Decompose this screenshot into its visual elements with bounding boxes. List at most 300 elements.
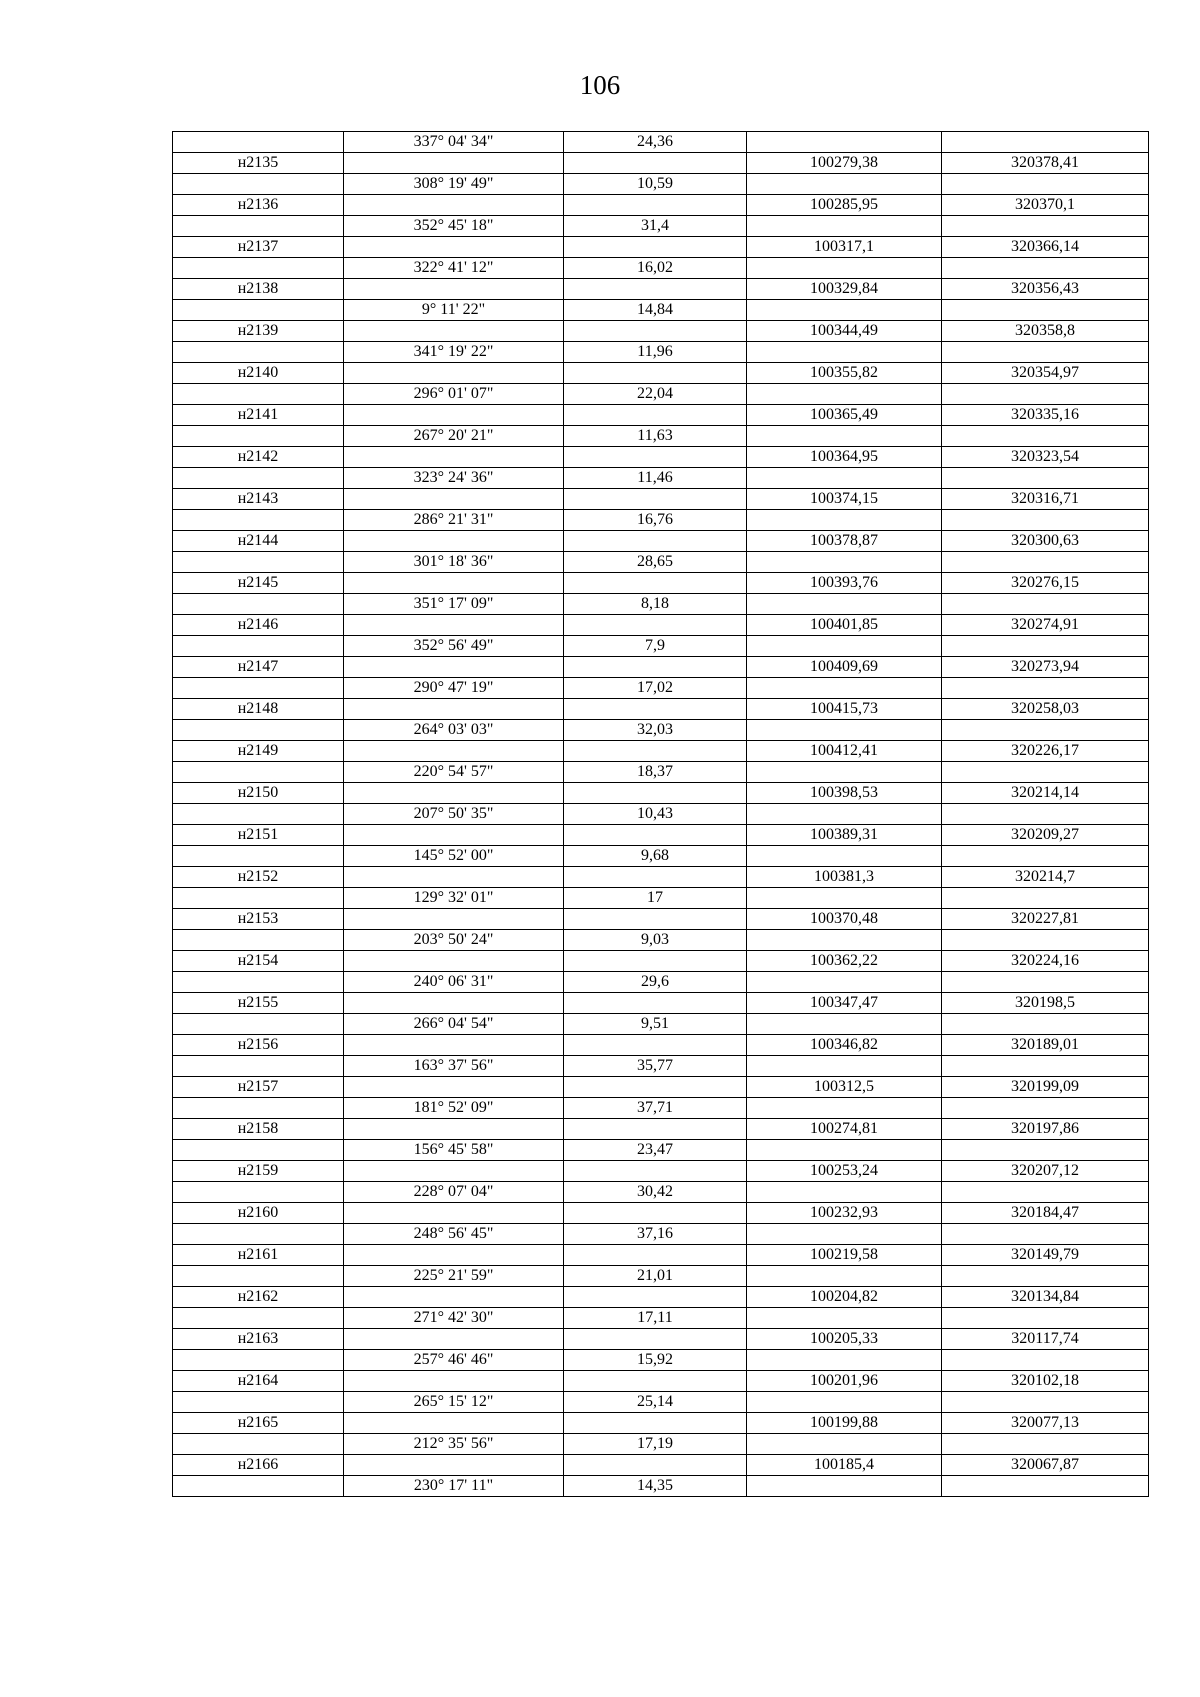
angle-cell: 290° 47' 19"	[344, 678, 564, 699]
distance-cell: 29,6	[564, 972, 747, 993]
y-coordinate-cell	[942, 1014, 1149, 1035]
distance-cell	[564, 1077, 747, 1098]
distance-cell: 30,42	[564, 1182, 747, 1203]
x-coordinate-cell	[747, 468, 942, 489]
y-coordinate-cell: 320198,5	[942, 993, 1149, 1014]
distance-cell: 14,35	[564, 1476, 747, 1497]
angle-cell: 145° 52' 00"	[344, 846, 564, 867]
angle-cell: 308° 19' 49"	[344, 174, 564, 195]
table-row	[173, 1476, 1149, 1497]
table-row	[173, 468, 1149, 489]
point-cell	[173, 888, 344, 909]
y-coordinate-cell: 320067,87	[942, 1455, 1149, 1476]
distance-cell	[564, 1413, 747, 1434]
point-cell: н2137	[173, 237, 344, 258]
angle-cell	[344, 1413, 564, 1434]
point-cell: н2146	[173, 615, 344, 636]
distance-cell: 17,11	[564, 1308, 747, 1329]
table-row	[173, 993, 1149, 1014]
x-coordinate-cell: 100205,33	[747, 1329, 942, 1350]
distance-cell	[564, 573, 747, 594]
y-coordinate-cell: 320117,74	[942, 1329, 1149, 1350]
distance-cell: 32,03	[564, 720, 747, 741]
y-coordinate-cell	[942, 342, 1149, 363]
angle-cell: 228° 07' 04"	[344, 1182, 564, 1203]
y-coordinate-cell	[942, 1476, 1149, 1497]
x-coordinate-cell: 100370,48	[747, 909, 942, 930]
x-coordinate-cell	[747, 636, 942, 657]
y-coordinate-cell	[942, 468, 1149, 489]
point-cell	[173, 1014, 344, 1035]
angle-cell: 248° 56' 45"	[344, 1224, 564, 1245]
x-coordinate-cell	[747, 510, 942, 531]
x-coordinate-cell	[747, 930, 942, 951]
angle-cell: 203° 50' 24"	[344, 930, 564, 951]
point-cell: н2138	[173, 279, 344, 300]
distance-cell: 23,47	[564, 1140, 747, 1161]
distance-cell: 25,14	[564, 1392, 747, 1413]
point-cell	[173, 1182, 344, 1203]
angle-cell	[344, 489, 564, 510]
distance-cell: 8,18	[564, 594, 747, 615]
table-row	[173, 867, 1149, 888]
angle-cell: 286° 21' 31"	[344, 510, 564, 531]
y-coordinate-cell	[942, 846, 1149, 867]
point-cell	[173, 720, 344, 741]
y-coordinate-cell	[942, 720, 1149, 741]
y-coordinate-cell: 320370,1	[942, 195, 1149, 216]
x-coordinate-cell: 100381,3	[747, 867, 942, 888]
angle-cell: 271° 42' 30"	[344, 1308, 564, 1329]
point-cell: н2145	[173, 573, 344, 594]
table-row	[173, 447, 1149, 468]
table-row	[173, 1224, 1149, 1245]
y-coordinate-cell: 320335,16	[942, 405, 1149, 426]
angle-cell: 129° 32' 01"	[344, 888, 564, 909]
table-row	[173, 573, 1149, 594]
x-coordinate-cell: 100201,96	[747, 1371, 942, 1392]
distance-cell: 16,76	[564, 510, 747, 531]
point-cell: н2154	[173, 951, 344, 972]
point-cell	[173, 1224, 344, 1245]
table-row	[173, 636, 1149, 657]
angle-cell	[344, 825, 564, 846]
table-row	[173, 1287, 1149, 1308]
y-coordinate-cell: 320366,14	[942, 237, 1149, 258]
distance-cell	[564, 867, 747, 888]
y-coordinate-cell	[942, 1056, 1149, 1077]
angle-cell: 212° 35' 56"	[344, 1434, 564, 1455]
x-coordinate-cell	[747, 1392, 942, 1413]
x-coordinate-cell	[747, 888, 942, 909]
distance-cell	[564, 825, 747, 846]
angle-cell	[344, 1245, 564, 1266]
distance-cell: 11,96	[564, 342, 747, 363]
x-coordinate-cell: 100347,47	[747, 993, 942, 1014]
angle-cell: 352° 56' 49"	[344, 636, 564, 657]
table-row	[173, 594, 1149, 615]
y-coordinate-cell: 320199,09	[942, 1077, 1149, 1098]
point-cell: н2139	[173, 321, 344, 342]
angle-cell	[344, 573, 564, 594]
table-row	[173, 1329, 1149, 1350]
distance-cell	[564, 1119, 747, 1140]
angle-cell: 225° 21' 59"	[344, 1266, 564, 1287]
distance-cell	[564, 195, 747, 216]
y-coordinate-cell	[942, 1182, 1149, 1203]
angle-cell: 207° 50' 35"	[344, 804, 564, 825]
angle-cell	[344, 279, 564, 300]
table-row	[173, 195, 1149, 216]
point-cell	[173, 1392, 344, 1413]
angle-cell: 352° 45' 18"	[344, 216, 564, 237]
point-cell	[173, 384, 344, 405]
distance-cell: 9,68	[564, 846, 747, 867]
x-coordinate-cell	[747, 804, 942, 825]
table-row	[173, 279, 1149, 300]
table-row	[173, 426, 1149, 447]
angle-cell	[344, 1077, 564, 1098]
distance-cell	[564, 783, 747, 804]
y-coordinate-cell	[942, 1266, 1149, 1287]
point-cell: н2144	[173, 531, 344, 552]
angle-cell	[344, 1455, 564, 1476]
table-row	[173, 1119, 1149, 1140]
angle-cell: 266° 04' 54"	[344, 1014, 564, 1035]
table-row	[173, 720, 1149, 741]
distance-cell	[564, 405, 747, 426]
x-coordinate-cell: 100199,88	[747, 1413, 942, 1434]
table-row	[173, 1371, 1149, 1392]
angle-cell	[344, 363, 564, 384]
table-row	[173, 951, 1149, 972]
table-row	[173, 930, 1149, 951]
x-coordinate-cell: 100415,73	[747, 699, 942, 720]
x-coordinate-cell: 100253,24	[747, 1161, 942, 1182]
point-cell: н2148	[173, 699, 344, 720]
angle-cell: 163° 37' 56"	[344, 1056, 564, 1077]
table-row	[173, 1455, 1149, 1476]
angle-cell	[344, 1203, 564, 1224]
point-cell: н2149	[173, 741, 344, 762]
table-row	[173, 384, 1149, 405]
point-cell	[173, 342, 344, 363]
point-cell	[173, 426, 344, 447]
point-cell	[173, 258, 344, 279]
table-row	[173, 132, 1149, 153]
table-row	[173, 804, 1149, 825]
angle-cell: 181° 52' 09"	[344, 1098, 564, 1119]
x-coordinate-cell	[747, 342, 942, 363]
point-cell: н2141	[173, 405, 344, 426]
distance-cell: 17,02	[564, 678, 747, 699]
table-row	[173, 1266, 1149, 1287]
distance-cell	[564, 1287, 747, 1308]
point-cell: н2150	[173, 783, 344, 804]
x-coordinate-cell	[747, 1350, 942, 1371]
table-row	[173, 363, 1149, 384]
distance-cell	[564, 951, 747, 972]
x-coordinate-cell	[747, 426, 942, 447]
y-coordinate-cell	[942, 510, 1149, 531]
table-row	[173, 1203, 1149, 1224]
x-coordinate-cell	[747, 1476, 942, 1497]
distance-cell	[564, 657, 747, 678]
x-coordinate-cell	[747, 174, 942, 195]
angle-cell	[344, 321, 564, 342]
y-coordinate-cell	[942, 1098, 1149, 1119]
point-cell	[173, 300, 344, 321]
point-cell	[173, 1434, 344, 1455]
x-coordinate-cell	[747, 384, 942, 405]
table-row	[173, 1182, 1149, 1203]
point-cell	[173, 216, 344, 237]
point-cell: н2143	[173, 489, 344, 510]
distance-cell: 9,51	[564, 1014, 747, 1035]
y-coordinate-cell: 320358,8	[942, 321, 1149, 342]
table-row	[173, 1392, 1149, 1413]
table-row	[173, 153, 1149, 174]
angle-cell: 257° 46' 46"	[344, 1350, 564, 1371]
angle-cell	[344, 447, 564, 468]
point-cell	[173, 1476, 344, 1497]
table-row	[173, 972, 1149, 993]
x-coordinate-cell: 100362,22	[747, 951, 942, 972]
y-coordinate-cell	[942, 972, 1149, 993]
y-coordinate-cell: 320214,14	[942, 783, 1149, 804]
table-row	[173, 615, 1149, 636]
angle-cell	[344, 195, 564, 216]
y-coordinate-cell: 320316,71	[942, 489, 1149, 510]
distance-cell	[564, 279, 747, 300]
angle-cell: 9° 11' 22"	[344, 300, 564, 321]
y-coordinate-cell	[942, 1308, 1149, 1329]
x-coordinate-cell: 100317,1	[747, 237, 942, 258]
x-coordinate-cell	[747, 972, 942, 993]
table-row	[173, 405, 1149, 426]
y-coordinate-cell: 320274,91	[942, 615, 1149, 636]
distance-cell: 37,16	[564, 1224, 747, 1245]
point-cell: н2153	[173, 909, 344, 930]
x-coordinate-cell	[747, 594, 942, 615]
table-row	[173, 762, 1149, 783]
x-coordinate-cell: 100412,41	[747, 741, 942, 762]
angle-cell: 323° 24' 36"	[344, 468, 564, 489]
y-coordinate-cell: 320356,43	[942, 279, 1149, 300]
point-cell	[173, 636, 344, 657]
angle-cell: 337° 04' 34"	[344, 132, 564, 153]
table-row	[173, 321, 1149, 342]
y-coordinate-cell: 320214,7	[942, 867, 1149, 888]
table-row	[173, 1035, 1149, 1056]
point-cell	[173, 594, 344, 615]
angle-cell	[344, 699, 564, 720]
table-row	[173, 531, 1149, 552]
point-cell	[173, 930, 344, 951]
x-coordinate-cell: 100285,95	[747, 195, 942, 216]
y-coordinate-cell: 320224,16	[942, 951, 1149, 972]
y-coordinate-cell	[942, 678, 1149, 699]
table-row	[173, 237, 1149, 258]
point-cell	[173, 1266, 344, 1287]
table-row	[173, 1014, 1149, 1035]
angle-cell	[344, 741, 564, 762]
x-coordinate-cell	[747, 846, 942, 867]
table-row	[173, 1245, 1149, 1266]
x-coordinate-cell	[747, 1140, 942, 1161]
point-cell: н2135	[173, 153, 344, 174]
distance-cell	[564, 1203, 747, 1224]
y-coordinate-cell: 320134,84	[942, 1287, 1149, 1308]
angle-cell	[344, 909, 564, 930]
point-cell	[173, 1056, 344, 1077]
x-coordinate-cell: 100274,81	[747, 1119, 942, 1140]
angle-cell: 296° 01' 07"	[344, 384, 564, 405]
y-coordinate-cell	[942, 300, 1149, 321]
point-cell: н2165	[173, 1413, 344, 1434]
y-coordinate-cell: 320226,17	[942, 741, 1149, 762]
distance-cell	[564, 741, 747, 762]
y-coordinate-cell	[942, 174, 1149, 195]
table-row	[173, 1350, 1149, 1371]
distance-cell: 17	[564, 888, 747, 909]
distance-cell: 14,84	[564, 300, 747, 321]
table-row	[173, 1056, 1149, 1077]
point-cell: н2164	[173, 1371, 344, 1392]
point-cell: н2147	[173, 657, 344, 678]
y-coordinate-cell: 320227,81	[942, 909, 1149, 930]
y-coordinate-cell: 320276,15	[942, 573, 1149, 594]
y-coordinate-cell: 320323,54	[942, 447, 1149, 468]
point-cell	[173, 552, 344, 573]
x-coordinate-cell: 100389,31	[747, 825, 942, 846]
distance-cell	[564, 531, 747, 552]
point-cell: н2158	[173, 1119, 344, 1140]
table-row	[173, 489, 1149, 510]
distance-cell: 9,03	[564, 930, 747, 951]
x-coordinate-cell: 100378,87	[747, 531, 942, 552]
y-coordinate-cell	[942, 804, 1149, 825]
x-coordinate-cell	[747, 1182, 942, 1203]
point-cell	[173, 1098, 344, 1119]
point-cell	[173, 1140, 344, 1161]
angle-cell	[344, 1329, 564, 1350]
angle-cell	[344, 1035, 564, 1056]
x-coordinate-cell: 100279,38	[747, 153, 942, 174]
coordinates-table-body	[173, 132, 1149, 1497]
y-coordinate-cell	[942, 1140, 1149, 1161]
table-row	[173, 1413, 1149, 1434]
y-coordinate-cell: 320102,18	[942, 1371, 1149, 1392]
table-row	[173, 342, 1149, 363]
angle-cell	[344, 405, 564, 426]
x-coordinate-cell	[747, 1434, 942, 1455]
x-coordinate-cell: 100374,15	[747, 489, 942, 510]
distance-cell: 10,43	[564, 804, 747, 825]
angle-cell: 267° 20' 21"	[344, 426, 564, 447]
point-cell: н2157	[173, 1077, 344, 1098]
y-coordinate-cell	[942, 216, 1149, 237]
x-coordinate-cell: 100185,4	[747, 1455, 942, 1476]
x-coordinate-cell	[747, 216, 942, 237]
page-number: 106	[579, 70, 621, 100]
distance-cell	[564, 447, 747, 468]
x-coordinate-cell	[747, 1266, 942, 1287]
x-coordinate-cell	[747, 1224, 942, 1245]
x-coordinate-cell	[747, 762, 942, 783]
angle-cell	[344, 1119, 564, 1140]
distance-cell: 11,46	[564, 468, 747, 489]
point-cell	[173, 174, 344, 195]
table-row	[173, 888, 1149, 909]
table-row	[173, 783, 1149, 804]
angle-cell: 230° 17' 11"	[344, 1476, 564, 1497]
point-cell: н2162	[173, 1287, 344, 1308]
y-coordinate-cell: 320378,41	[942, 153, 1149, 174]
y-coordinate-cell	[942, 132, 1149, 153]
x-coordinate-cell	[747, 258, 942, 279]
y-coordinate-cell	[942, 1350, 1149, 1371]
table-row	[173, 657, 1149, 678]
table-row	[173, 741, 1149, 762]
angle-cell	[344, 1161, 564, 1182]
point-cell: н2161	[173, 1245, 344, 1266]
angle-cell	[344, 531, 564, 552]
distance-cell	[564, 1245, 747, 1266]
point-cell	[173, 762, 344, 783]
point-cell: н2155	[173, 993, 344, 1014]
x-coordinate-cell: 100344,49	[747, 321, 942, 342]
distance-cell: 16,02	[564, 258, 747, 279]
point-cell	[173, 1308, 344, 1329]
table-row	[173, 258, 1149, 279]
distance-cell	[564, 993, 747, 1014]
x-coordinate-cell	[747, 132, 942, 153]
angle-cell: 264° 03' 03"	[344, 720, 564, 741]
distance-cell: 28,65	[564, 552, 747, 573]
angle-cell	[344, 615, 564, 636]
point-cell: н2159	[173, 1161, 344, 1182]
point-cell	[173, 804, 344, 825]
y-coordinate-cell: 320354,97	[942, 363, 1149, 384]
angle-cell: 240° 06' 31"	[344, 972, 564, 993]
x-coordinate-cell: 100219,58	[747, 1245, 942, 1266]
point-cell: н2140	[173, 363, 344, 384]
distance-cell: 18,37	[564, 762, 747, 783]
distance-cell	[564, 1329, 747, 1350]
y-coordinate-cell: 320149,79	[942, 1245, 1149, 1266]
angle-cell: 156° 45' 58"	[344, 1140, 564, 1161]
table-row	[173, 909, 1149, 930]
distance-cell	[564, 909, 747, 930]
distance-cell	[564, 321, 747, 342]
distance-cell: 35,77	[564, 1056, 747, 1077]
angle-cell	[344, 783, 564, 804]
distance-cell: 11,63	[564, 426, 747, 447]
distance-cell	[564, 1455, 747, 1476]
point-cell	[173, 468, 344, 489]
distance-cell	[564, 1161, 747, 1182]
y-coordinate-cell: 320197,86	[942, 1119, 1149, 1140]
angle-cell	[344, 951, 564, 972]
distance-cell: 37,71	[564, 1098, 747, 1119]
x-coordinate-cell: 100364,95	[747, 447, 942, 468]
angle-cell: 322° 41' 12"	[344, 258, 564, 279]
coordinates-table	[172, 131, 1149, 1497]
y-coordinate-cell	[942, 426, 1149, 447]
y-coordinate-cell	[942, 888, 1149, 909]
table-row	[173, 678, 1149, 699]
